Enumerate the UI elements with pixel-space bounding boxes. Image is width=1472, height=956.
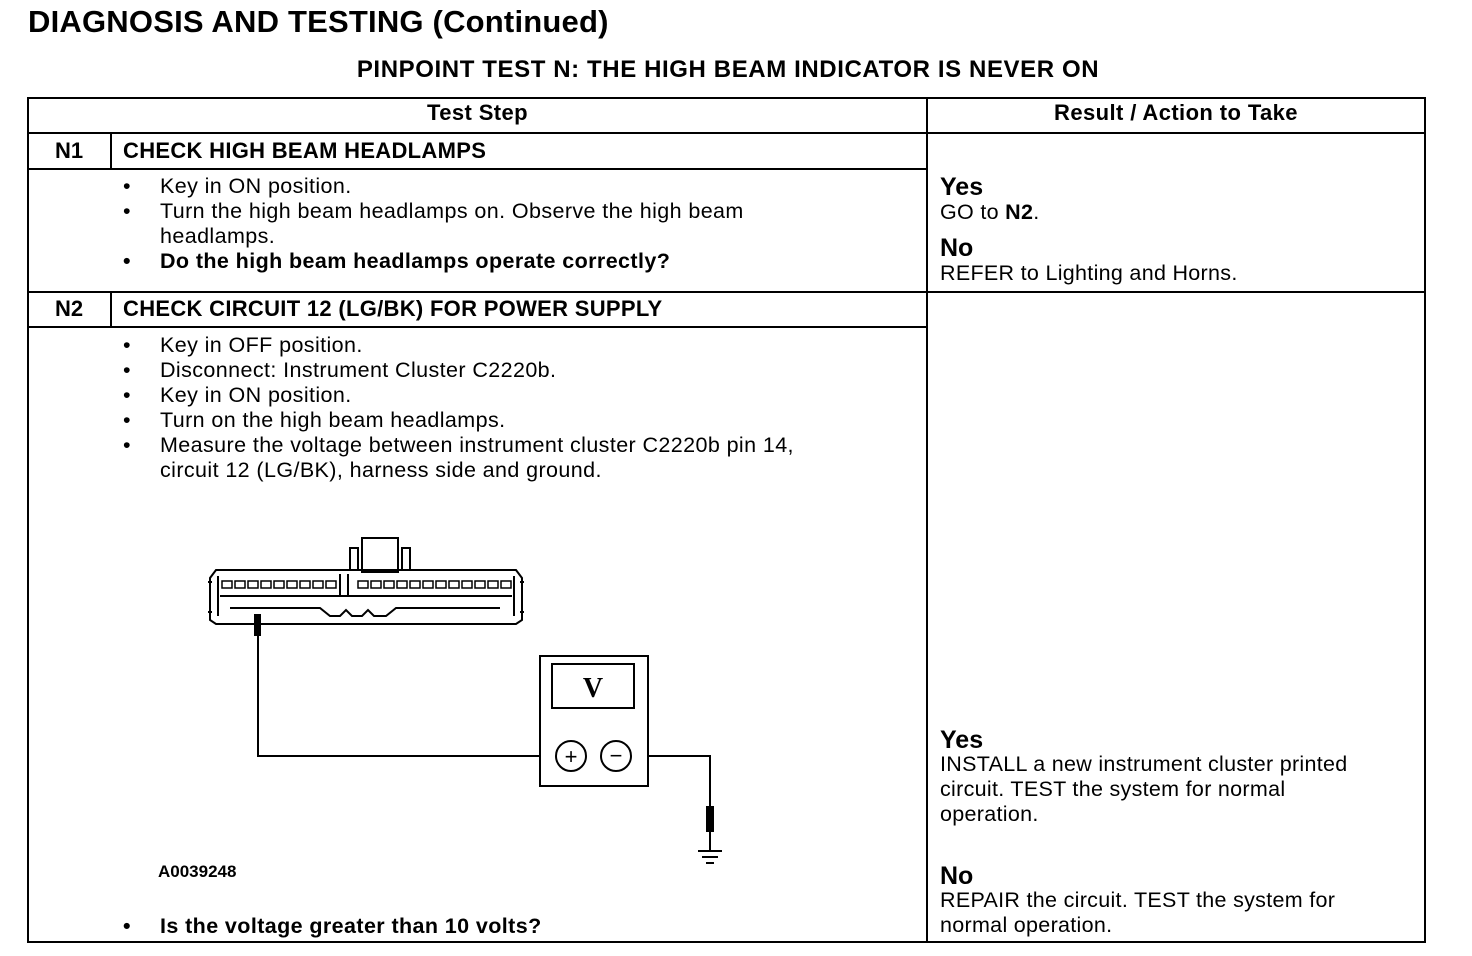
n2-yes-line-3: operation. xyxy=(940,802,1039,826)
step-id-n1: N1 xyxy=(54,138,84,163)
list-item-continuation: headlamps. xyxy=(160,224,276,248)
n1-step-list xyxy=(123,174,744,274)
test-lead-probe xyxy=(254,614,261,636)
pinpoint-test-title: PINPOINT TEST N: THE HIGH BEAM INDICATOR IS NEVER ON xyxy=(356,56,1100,83)
n1-title-divider xyxy=(27,168,927,170)
n2-yes-line-2: circuit. TEST the system for normal xyxy=(940,777,1286,801)
connector-latch xyxy=(362,538,398,572)
step-id-n2: N2 xyxy=(54,296,84,321)
list-item: • Turn on the high beam headlamps. xyxy=(123,408,506,432)
n2-step-list xyxy=(123,333,794,483)
header-divider xyxy=(27,132,1426,134)
col-header-test-step: Test Step xyxy=(427,100,528,125)
list-item: • Key in OFF position. xyxy=(123,333,363,357)
n2-no-line-2: normal operation. xyxy=(940,913,1113,937)
page-title: DIAGNOSIS AND TESTING (Continued) xyxy=(28,4,609,39)
n1-no-label: No xyxy=(940,234,974,262)
list-item: • Turn the high beam headlamps on. Observe the high beam xyxy=(123,199,744,223)
n2-question xyxy=(123,914,542,939)
step-divider xyxy=(27,291,1426,293)
list-item-continuation: circuit 12 (LG/BK), harness side and ground. xyxy=(160,458,602,482)
column-divider xyxy=(926,97,928,943)
voltmeter-diagram xyxy=(190,530,750,875)
list-item: • Key in ON position. xyxy=(123,174,352,198)
positive-lead xyxy=(258,636,542,756)
negative-lead xyxy=(648,756,710,806)
n1-yes-text: GO to N2. xyxy=(940,200,1040,224)
step-title-n2: CHECK CIRCUIT 12 (LG/BK) FOR POWER SUPPLY xyxy=(123,296,663,321)
ground-icon xyxy=(698,851,722,863)
n2-id-divider xyxy=(110,291,112,327)
figure-id: A0039248 xyxy=(158,862,237,881)
svg-text:+: + xyxy=(564,744,578,769)
n2-title-divider xyxy=(27,326,927,328)
n2-yes-label: Yes xyxy=(940,726,984,754)
list-item-question: • Do the high beam headlamps operate correctly? xyxy=(123,249,671,273)
n1-id-divider xyxy=(110,132,112,169)
svg-text:−: − xyxy=(609,743,623,768)
n2-no-line-1: REPAIR the circuit. TEST the system for xyxy=(940,888,1336,912)
n1-yes-label: Yes xyxy=(940,173,984,201)
list-item: • Key in ON position. xyxy=(123,383,352,407)
n2-yes-line-1: INSTALL a new instrument cluster printed xyxy=(940,752,1348,776)
voltmeter-symbol: V xyxy=(582,673,604,704)
n2-no-label: No xyxy=(940,862,974,890)
connector-pins xyxy=(222,581,511,588)
ground-probe xyxy=(706,806,714,832)
list-item-question: • Is the voltage greater than 10 volts? xyxy=(123,914,542,938)
n1-no-text: REFER to Lighting and Horns. xyxy=(940,261,1238,285)
list-item: • Measure the voltage between instrument cluster C2220b pin 14, xyxy=(123,433,794,457)
list-item: • Disconnect: Instrument Cluster C2220b. xyxy=(123,358,557,382)
col-header-result: Result / Action to Take xyxy=(1054,100,1298,125)
step-title-n1: CHECK HIGH BEAM HEADLAMPS xyxy=(123,138,487,163)
